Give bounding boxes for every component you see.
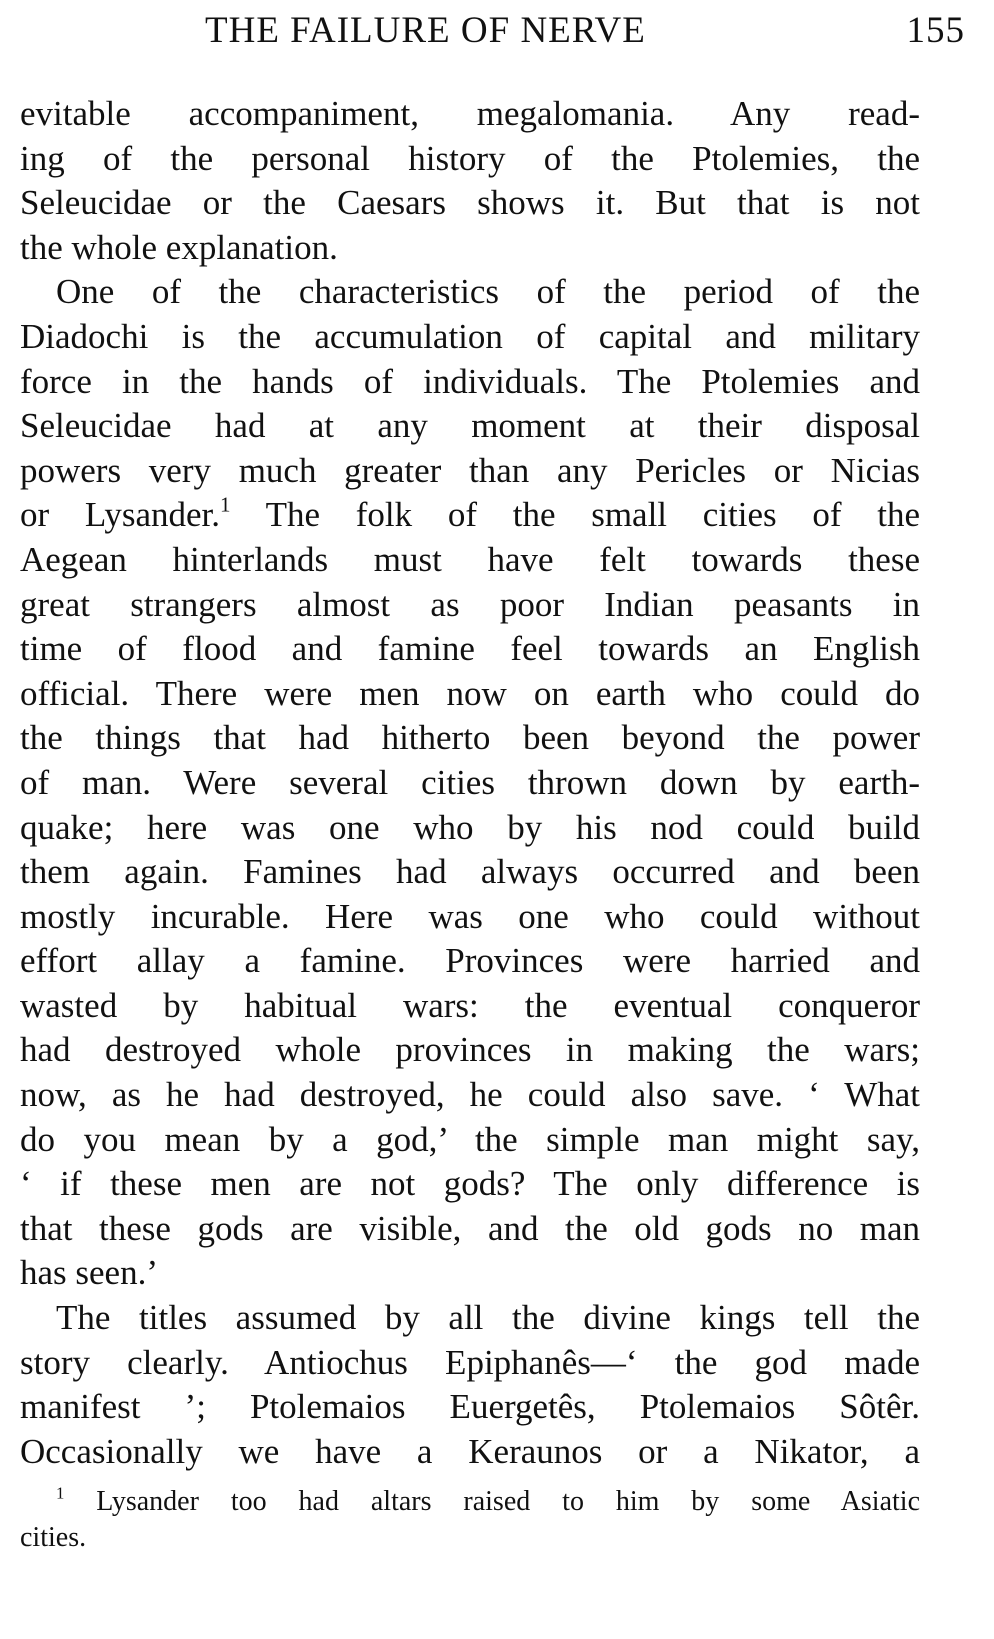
text-line: force in the hands of individuals. The Ptolemies and: [20, 361, 920, 401]
text-line: Seleucidae or the Caesars shows it. But that is not: [20, 183, 920, 223]
page-number: 155: [906, 10, 965, 51]
text-line: the things that had hitherto been beyond the power: [20, 718, 920, 758]
text-line: Aegean hinterlands must have felt towards these: [20, 539, 920, 579]
text-line: ing of the personal history of the Ptolemies, the: [20, 138, 920, 178]
text-line: great strangers almost as poor Indian peasants in: [20, 584, 920, 624]
text-line: ‘ if these men are not gods? The only difference is: [20, 1164, 920, 1204]
text-line: quake; here was one who by his nod could build: [20, 807, 920, 847]
text-line: the whole explanation.: [20, 227, 338, 267]
running-head: [205, 6, 965, 56]
text-line: Diadochi is the accumulation of capital and military: [20, 316, 920, 356]
text-line: Occasionally we have a Keraunos or a Nikator, a: [20, 1431, 920, 1471]
text-line: The titles assumed by all the divine kings tell the: [56, 1298, 920, 1338]
body-text: [20, 92, 920, 1474]
text-line: now, as he had destroyed, he could also save. ‘ What: [20, 1075, 920, 1115]
text-line: One of the characteristics of the period of the: [56, 272, 920, 312]
footnote-line: [20, 1484, 920, 1520]
text-line: story clearly. Antiochus Epiphanês—‘ the god made: [20, 1342, 920, 1382]
text-line: effort allay a famine. Provinces were harried and: [20, 941, 920, 981]
footnote: [20, 1484, 920, 1556]
text-segment: or Lysander.: [20, 495, 220, 535]
footnote-text: Lysander too had altars raised to him by some Asiatic: [64, 1486, 920, 1517]
chapter-title: THE FAILURE OF NERVE: [205, 10, 646, 51]
text-line: of man. Were several cities thrown down by earth-: [20, 762, 920, 802]
text-line: wasted by habitual wars: the eventual conqueror: [20, 985, 920, 1025]
text-line: mostly incurable. Here was one who could without: [20, 896, 920, 936]
text-segment: The folk of the small cities of the: [230, 495, 920, 535]
text-line: powers very much greater than any Pericles or Nicias: [20, 450, 920, 490]
text-line: has seen.’: [20, 1253, 159, 1293]
text-line: Seleucidae had at any moment at their disposal: [20, 406, 920, 446]
text-line: had destroyed whole provinces in making the wars;: [20, 1030, 920, 1070]
text-line: time of flood and famine feel towards an English: [20, 629, 920, 669]
text-line: that these gods are visible, and the old gods no man: [20, 1208, 920, 1248]
text-line: evitable accompaniment, megalomania. Any read-: [20, 94, 920, 133]
text-line-with-footnote-ref: [20, 493, 920, 538]
footnote-line: cities.: [20, 1522, 87, 1553]
text-line: do you mean by a god,’ the simple man might say,: [20, 1119, 920, 1159]
footnote-marker: 1: [56, 1483, 65, 1503]
text-line: manifest ’; Ptolemaios Euergetês, Ptolemaios Sôtêr.: [20, 1387, 920, 1427]
footnote-reference: 1: [220, 492, 231, 517]
text-line: them again. Famines had always occurred and been: [20, 852, 920, 892]
text-line: official. There were men now on earth who could do: [20, 673, 920, 713]
